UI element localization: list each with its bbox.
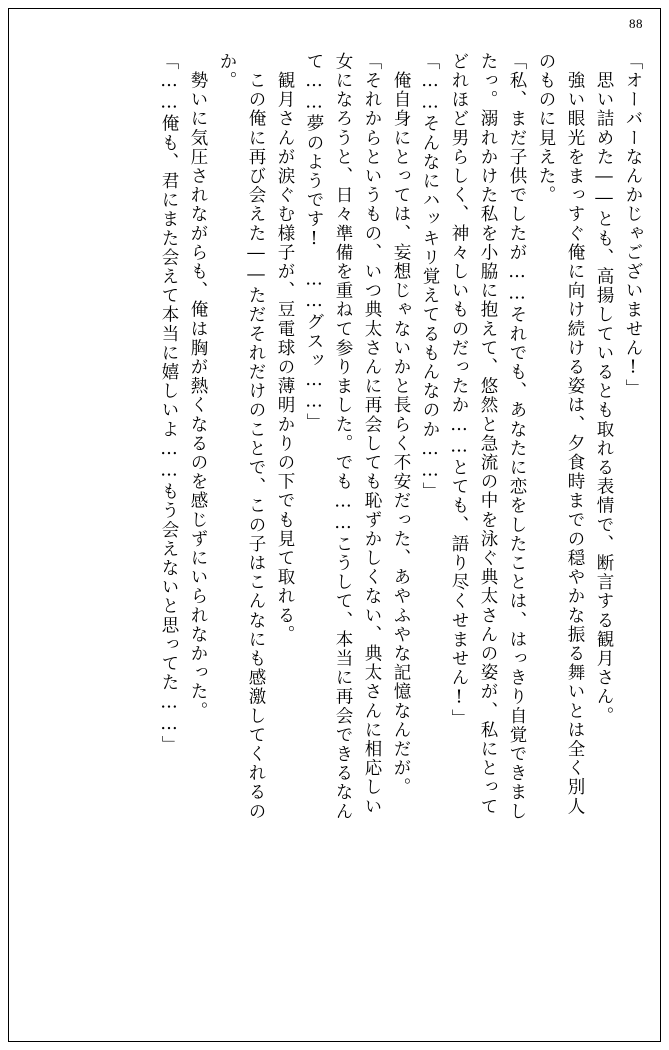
text-column: 女になろうと、日々準備を重ねて参りました。でも……こうして、本当に再会できるなん [333, 52, 353, 821]
text-column: 「それからというもの、いつ典太さんに再会しても恥ずかしくない、典太さんに相応しい [362, 52, 382, 816]
vertical-text-body [34, 52, 641, 1022]
text-column: 「オーバーなんかじゃございません!」 [623, 52, 643, 399]
text-column: か。 [217, 52, 237, 91]
text-column: たっ。溺れかけた私を小脇に抱えて、悠然と急流の中を泳ぐ典太さんの姿が、私にとって [478, 52, 498, 816]
text-column: 強い眼光をまっすぐ俺に向け続ける姿は、夕食時までの穏やかな振る舞いとは全く別人 [565, 52, 585, 816]
text-column: 思い詰めた――とも、高揚しているとも取れる表情で、断言する観月さん。 [594, 52, 614, 726]
text-column: のものに見えた。 [536, 52, 556, 205]
text-column: 「……俺も、君にまた会えて本当に嬉しいよ……もう会えないと思ってた……」 [159, 52, 179, 755]
page-number: 88 [629, 16, 643, 31]
text-column: 勢いに気圧されながらも、俺は胸が熱くなるのを感じずにいられなかった。 [188, 52, 208, 721]
text-column: どれほど男らしく、神々しいものだったか……とても、語り尽くせません!」 [449, 52, 469, 728]
text-column: この俺に再び会えた――ただそれだけのことで、この子はこんなにも感激してくれるの [246, 52, 266, 821]
text-column: 俺自身にとっては、妄想じゃないかと長らく不安だった、あやふやな記憶なんだが。 [391, 52, 411, 797]
text-column: 「……そんなにハッキリ覚えてるもんなのか……」 [420, 52, 440, 502]
text-column: 「私、まだ子供でしたが……それでも、あなたに恋をしたことは、はっきり自覚できまし [507, 52, 527, 821]
text-column: て……夢のようです! ……グスッ……」 [304, 52, 324, 433]
text-column: 観月さんが涙ぐむ様子が、豆電球の薄明かりの下でも見て取れる。 [275, 52, 295, 645]
